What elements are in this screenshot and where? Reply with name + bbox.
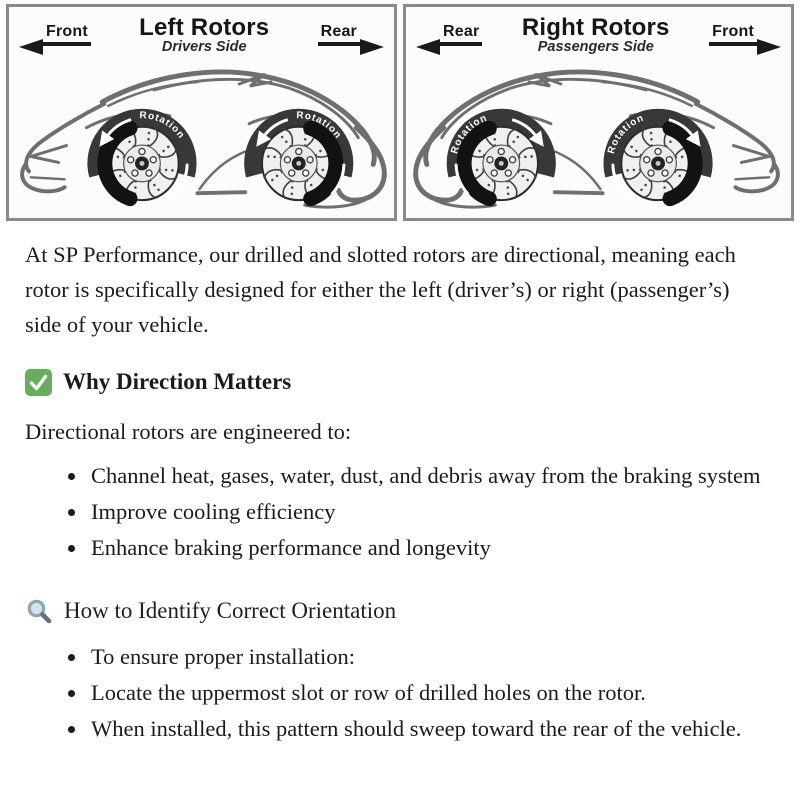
list-item: • Locate the uppermost slot or row of drilled holes on the rotor.	[88, 675, 770, 710]
panel-title: Right Rotors	[521, 14, 670, 41]
rear-direction-label	[416, 23, 482, 46]
left-rotors-panel	[6, 4, 397, 221]
heading-text: How to Identify Correct Orientation	[64, 598, 397, 623]
section-heading-identify-orientation	[25, 595, 770, 627]
list-item: • When installed, this pattern should sweep toward the rear of the vehicle.	[88, 711, 770, 746]
heading-text: Why Direction Matters	[63, 369, 292, 394]
panel-title: Left Rotors	[139, 14, 270, 41]
car-illustration-left	[9, 61, 394, 218]
left-arrow-icon	[19, 39, 43, 55]
front-direction-label	[19, 23, 91, 46]
check-icon	[25, 369, 52, 396]
lead-line: Directional rotors are engineered to:	[25, 419, 352, 444]
left-panel-titles	[91, 15, 318, 55]
list-item: • To ensure proper installation:	[88, 639, 770, 674]
panel-subtitle: Passengers Side	[537, 39, 654, 56]
list-item: • Enhance braking performance and longevity	[88, 530, 770, 565]
direction-text: Front	[43, 23, 91, 46]
magnifier-icon	[25, 597, 53, 625]
section-heading-why-direction-matters	[25, 366, 770, 398]
benefits-list	[25, 458, 770, 565]
left-arrow-icon	[416, 39, 440, 55]
car-sketch-mirrored	[416, 72, 778, 207]
article-body	[0, 221, 795, 746]
panel-subtitle: Drivers Side	[161, 39, 247, 56]
right-arrow-icon	[757, 39, 781, 55]
right-arrow-icon	[360, 39, 384, 55]
front-direction-label	[709, 23, 781, 46]
direction-text: Front	[709, 23, 757, 46]
list-item: • Improve cooling efficiency	[88, 494, 770, 529]
car-illustration-right	[406, 61, 791, 218]
direction-text: Rear	[318, 23, 360, 46]
right-rotors-panel	[403, 4, 794, 221]
left-panel-header	[9, 7, 394, 55]
intro-paragraph: At SP Performance, our drilled and slotted rotors are directional, meaning each rotor is specifically designed for either the left (driver’s) or right (passenger’s) side of your vehicle.	[25, 242, 736, 337]
rotor-direction-figure	[0, 0, 800, 221]
direction-text: Rear	[440, 23, 482, 46]
orientation-list	[25, 639, 770, 746]
car-sketch	[22, 72, 384, 207]
list-item: • Channel heat, gases, water, dust, and debris away from the braking system	[88, 458, 770, 493]
right-panel-titles	[482, 15, 709, 55]
rear-direction-label	[318, 23, 384, 46]
right-panel-header	[406, 7, 791, 55]
